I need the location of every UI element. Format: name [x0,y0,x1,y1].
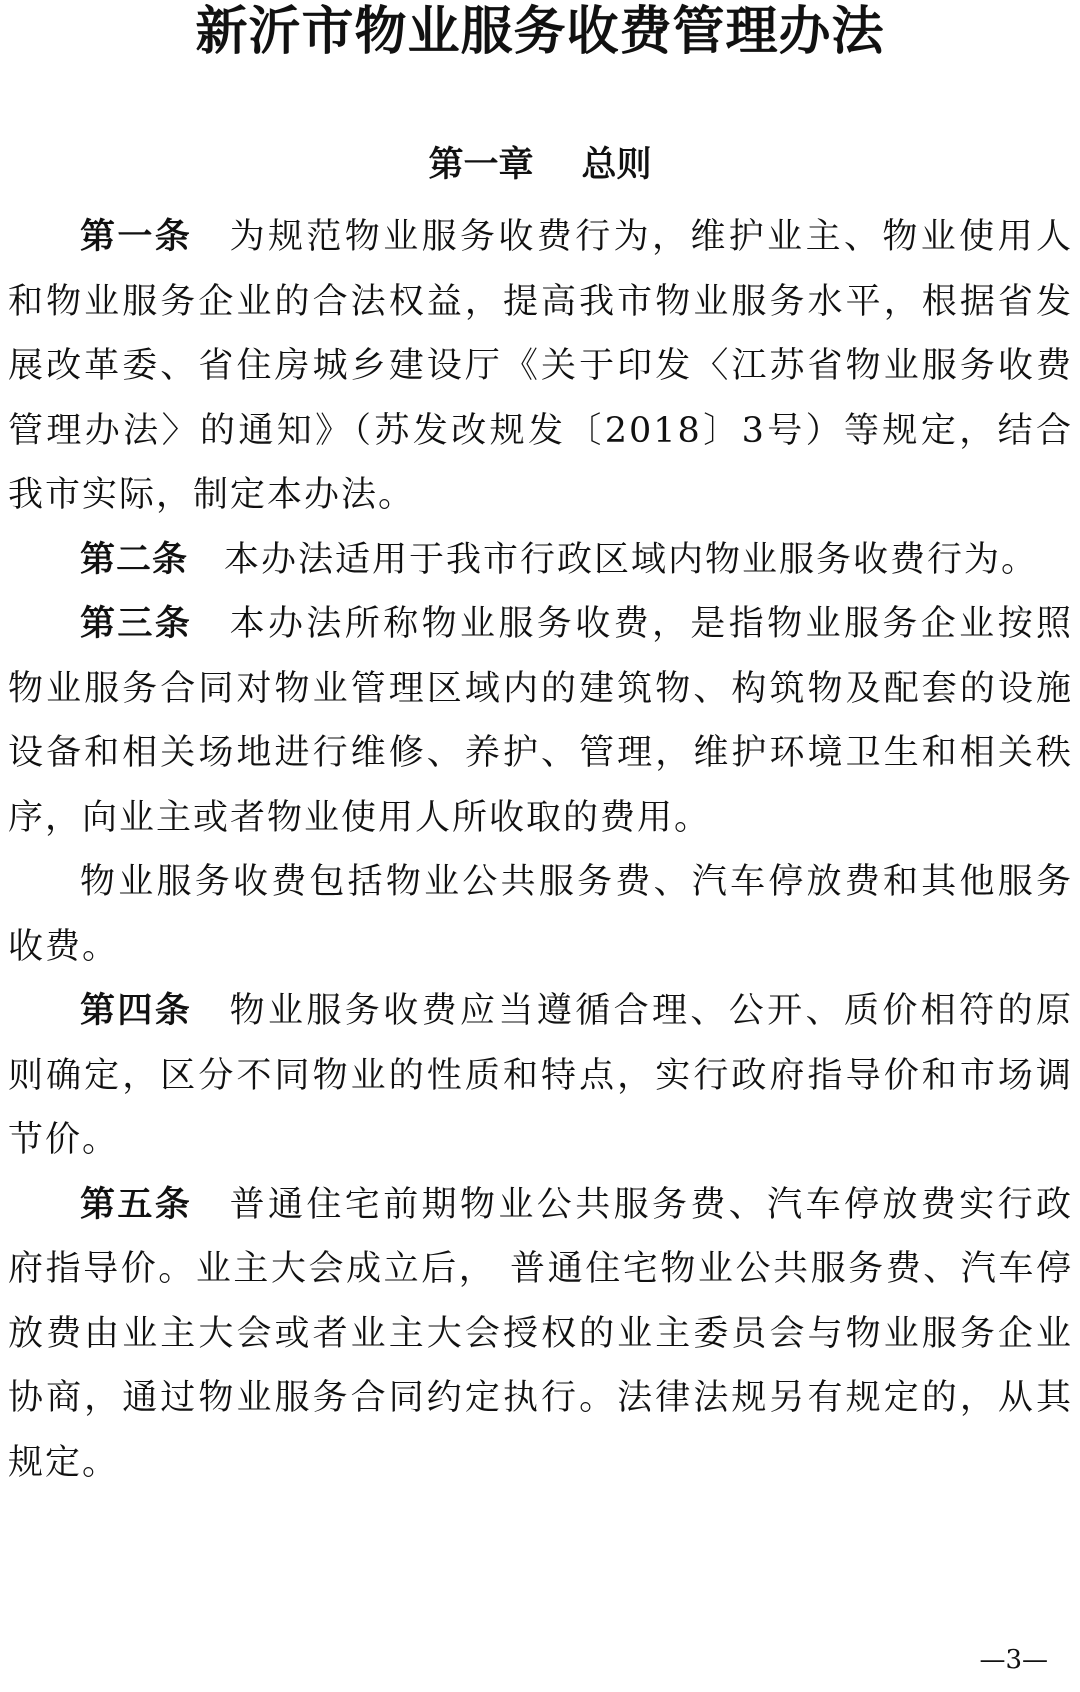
page-number: —3— [979,1645,1048,1675]
article-text: 普通住宅前期物业公共服务费、汽车停放费实行政府指导价。业主大会成立后， 普通住宅物业公共服务费、汽车停放费由业主大会或者业主大会授权的业主委员会与物业服务企业协商，通过物业服务合同约定执行。法律法规另有规定的，从其规定。 [8,1184,1073,1483]
chapter-number: 第一章 [428,145,534,185]
article-text: 为规范物业服务收费行为，维护业主、物业使用人和物业服务企业的合法权益，提高我市物业服务水平，根据省发展改革委、省住房城乡建设厅《关于印发〈江苏省物业服务收费管理办法〉的通知》（苏发改规发〔2018〕3号）等规定，结合我市实际，制定本办法。 [8,217,1073,515]
article-text: 本办法适用于我市行政区域内物业服务收费行为。 [224,539,1039,580]
document-body [8,205,1073,1495]
document-title: 新沂市物业服务收费管理办法 [195,2,885,62]
article-1-paragraph [8,205,1073,528]
chapter-name: 总则 [581,145,652,185]
article-4-paragraph [8,979,1073,1173]
article-label: 第一条 [80,217,193,257]
article-text: 物业服务收费应当遵循合理、公开、质价相符的原则确定，区分不同物业的性质和特点，实行政府指导价和市场调节价。 [8,991,1073,1160]
article-text: 物业服务收费包括物业公共服务费、汽车停放费和其他服务收费。 [8,862,1073,967]
article-3-paragraph [8,592,1073,850]
article-2-paragraph [8,528,1073,593]
article-label: 第五条 [80,1184,193,1225]
article-label: 第二条 [80,539,189,580]
article-label: 第四条 [80,991,193,1031]
article-text: 本办法所称物业服务收费，是指物业服务企业按照物业服务合同对物业管理区域内的建筑物、构筑物及配套的设施设备和相关场地进行维修、养护、管理，维护环境卫生和相关秩序，向业主或者物业使用人所收取的费用。 [8,604,1073,838]
article-5-paragraph [8,1173,1073,1496]
chapter-heading [0,140,1080,190]
article-3-continuation-paragraph [8,850,1073,979]
article-label: 第三条 [80,604,193,644]
